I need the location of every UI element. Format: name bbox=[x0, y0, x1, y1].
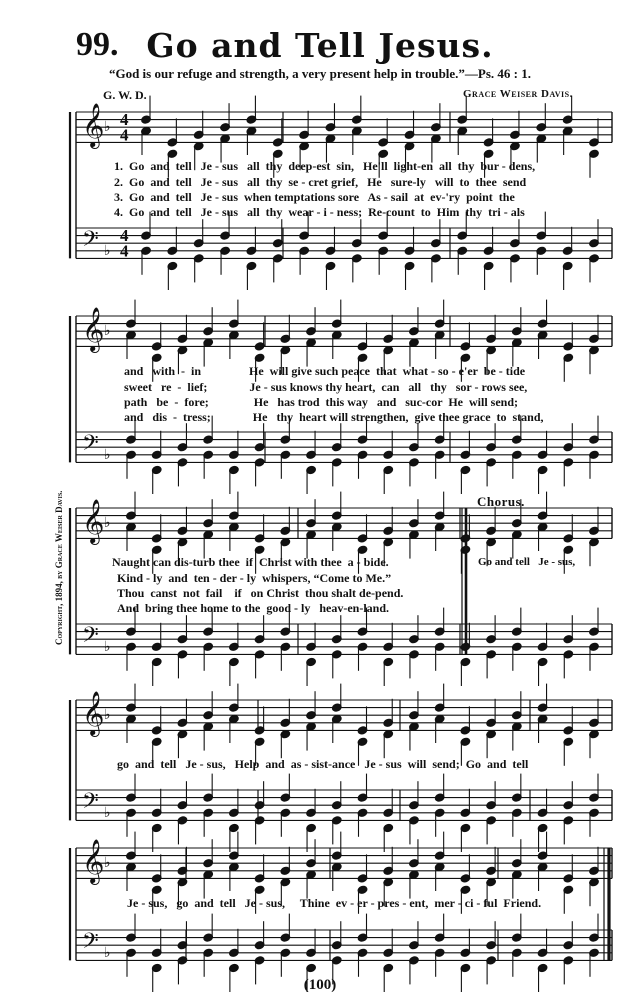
lyric-line: Naught can dis-turb thee if Christ with thee a - bide. bbox=[112, 555, 389, 569]
flat-icon: ♭ bbox=[104, 323, 111, 340]
flat-icon: ♭ bbox=[104, 638, 111, 655]
flat-icon: ♭ bbox=[104, 242, 111, 259]
flat-icon: ♭ bbox=[104, 855, 111, 872]
lyric-line: 3. Go and tell Je - sus when temptations sore As - sail at ev-'ry point the bbox=[114, 190, 515, 204]
page-number: (100) bbox=[303, 977, 337, 993]
composer-credit: Grace Weiser Davis. bbox=[463, 88, 573, 100]
time-signature: 4 bbox=[120, 226, 129, 246]
lyric-line: sweet re - lief; Je - sus knows thy heart, can all thy sor - rows see, bbox=[124, 380, 528, 394]
treble-clef-icon: 𝄞 bbox=[82, 839, 105, 883]
bass-clef-icon: 𝄢 bbox=[82, 789, 99, 819]
flat-icon: ♭ bbox=[104, 446, 111, 463]
lyricist-credit: G. W. D. bbox=[103, 88, 147, 102]
copyright-notice: Copyright, 1894, by Grace Weiser Davis. bbox=[54, 490, 64, 645]
flat-icon: ♭ bbox=[104, 119, 111, 136]
epigraph-quote: “God is our refuge and strength, a very present help in trouble.”—Ps. 46 : 1. bbox=[108, 66, 532, 81]
lyric-line: And bring thee home to the good - ly heav-en-land. bbox=[117, 601, 390, 615]
chorus-label: Chorus. bbox=[477, 494, 525, 509]
flat-icon: ♭ bbox=[104, 804, 111, 821]
flat-icon: ♭ bbox=[104, 707, 111, 724]
flat-icon: ♭ bbox=[104, 515, 111, 532]
lyric-line: Je - sus, go and tell Je - sus, Thine ev - er - pres - ent, mer - ci - ful Friend. bbox=[127, 896, 542, 910]
lyric-line: go and tell Je - sus, Help and as - sist-ance Je - sus will send; Go and tell bbox=[117, 757, 529, 771]
lyric-line: and dis - tress; He thy heart will strengthen, give thee grace to stand, bbox=[124, 410, 544, 424]
lyric-line: 4. Go and tell Je - sus all thy wear - i - ness; Re-count to Him thy tri - als bbox=[114, 205, 525, 219]
bass-clef-icon: 𝄢 bbox=[82, 431, 99, 461]
lyric-line: and with - in He will give such peace that what - so - e'er be - tide bbox=[124, 364, 526, 378]
treble-clef-icon: 𝄞 bbox=[82, 691, 105, 735]
lyric-line: 2. Go and tell Je - sus all thy se - cret grief, He sure-ly will to thee send bbox=[114, 175, 527, 189]
treble-clef-icon: 𝄞 bbox=[82, 103, 105, 147]
flat-icon: ♭ bbox=[104, 944, 111, 961]
lyric-line: Kind - ly and ten - der - ly whispers, “Come to Me.” bbox=[117, 571, 392, 585]
time-signature: 4 bbox=[120, 241, 129, 261]
lyric-line: Go and tell Je - sus, bbox=[478, 556, 576, 568]
hymn-number: 99. bbox=[76, 26, 119, 63]
time-signature: 4 bbox=[120, 125, 129, 145]
lyric-line: Thou canst not fail if on Christ thou shalt de-pend. bbox=[117, 586, 404, 600]
treble-clef-icon: 𝄞 bbox=[82, 499, 105, 543]
bass-clef-icon: 𝄢 bbox=[82, 929, 99, 959]
time-signature: 4 bbox=[120, 110, 129, 130]
lyric-line: 1. Go and tell Je - sus all thy deep-est sin, He'll light-en all thy bur - dens, bbox=[114, 159, 536, 173]
lyric-line: path be - fore; He has trod this way and suc-cor He will send; bbox=[124, 395, 519, 409]
bass-clef-icon: 𝄢 bbox=[82, 227, 99, 257]
bass-clef-icon: 𝄢 bbox=[82, 623, 99, 653]
treble-clef-icon: 𝄞 bbox=[82, 307, 105, 351]
hymn-title: Go and Tell Jesus. bbox=[146, 26, 494, 65]
